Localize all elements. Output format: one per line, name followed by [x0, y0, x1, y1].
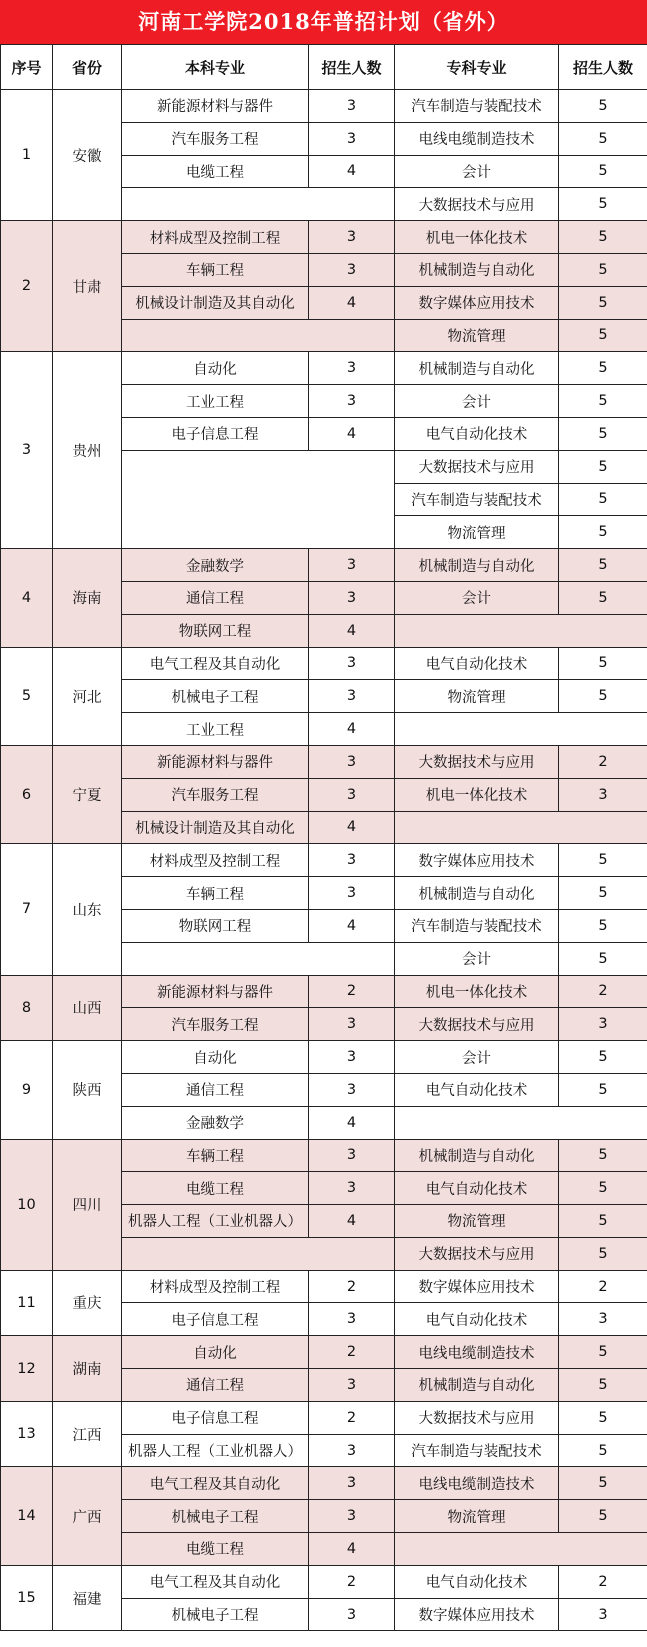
undergrad-major: 通信工程 — [122, 581, 309, 614]
college-major: 电气自动化技术 — [395, 1172, 559, 1205]
undergrad-major: 机械电子工程 — [122, 1500, 309, 1533]
undergrad-count: 3 — [309, 1434, 395, 1467]
college-empty — [395, 811, 647, 844]
undergrad-major: 机械电子工程 — [122, 680, 309, 713]
province-name: 宁夏 — [53, 745, 122, 843]
province-name: 广西 — [53, 1467, 122, 1565]
row-number: 3 — [1, 352, 53, 549]
college-count: 5 — [559, 253, 647, 286]
college-major: 大数据技术与应用 — [395, 745, 559, 778]
undergrad-count: 3 — [309, 1139, 395, 1172]
undergrad-count: 3 — [309, 1467, 395, 1500]
row-number: 7 — [1, 844, 53, 975]
undergrad-major: 工业工程 — [122, 713, 309, 746]
header-row — [1, 45, 647, 90]
row-number: 12 — [1, 1336, 53, 1402]
undergrad-major: 机器人工程（工业机器人） — [122, 1434, 309, 1467]
college-major: 机械制造与自动化 — [395, 1369, 559, 1402]
college-major: 会计 — [395, 155, 559, 188]
undergrad-major: 新能源材料与器件 — [122, 90, 309, 123]
header-province: 省份 — [53, 45, 122, 90]
undergrad-count: 2 — [309, 975, 395, 1008]
undergrad-count: 3 — [309, 1303, 395, 1336]
undergrad-empty — [122, 450, 395, 548]
college-count: 5 — [559, 1237, 647, 1270]
college-count: 2 — [559, 1565, 647, 1598]
undergrad-major: 电缆工程 — [122, 1172, 309, 1205]
college-empty — [395, 713, 647, 746]
college-count: 5 — [559, 1073, 647, 1106]
row-number: 2 — [1, 221, 53, 352]
undergrad-count: 3 — [309, 1500, 395, 1533]
province-name: 重庆 — [53, 1270, 122, 1336]
undergrad-count: 3 — [309, 90, 395, 123]
table-row — [1, 975, 647, 1008]
college-empty — [395, 614, 647, 647]
college-count: 5 — [559, 1041, 647, 1074]
undergrad-major: 电缆工程 — [122, 155, 309, 188]
college-major: 机械制造与自动化 — [395, 253, 559, 286]
college-major: 电气自动化技术 — [395, 1073, 559, 1106]
undergrad-count: 3 — [309, 221, 395, 254]
table-row — [1, 745, 647, 778]
undergrad-major: 物联网工程 — [122, 614, 309, 647]
row-number: 1 — [1, 90, 53, 221]
undergrad-empty — [122, 1237, 395, 1270]
college-count: 5 — [559, 909, 647, 942]
college-count: 5 — [559, 1139, 647, 1172]
college-major: 电线电缆制造技术 — [395, 122, 559, 155]
undergrad-major: 金融数学 — [122, 549, 309, 582]
undergrad-major: 电子信息工程 — [122, 417, 309, 450]
college-major: 电气自动化技术 — [395, 647, 559, 680]
college-count: 5 — [559, 450, 647, 483]
college-count: 5 — [559, 1500, 647, 1533]
undergrad-major: 车辆工程 — [122, 1139, 309, 1172]
college-count: 5 — [559, 1205, 647, 1238]
row-number: 5 — [1, 647, 53, 745]
college-major: 物流管理 — [395, 680, 559, 713]
undergrad-major: 机械电子工程 — [122, 1598, 309, 1631]
college-count: 5 — [559, 844, 647, 877]
undergrad-count: 3 — [309, 877, 395, 910]
province-name: 福建 — [53, 1565, 122, 1631]
undergrad-empty — [122, 942, 395, 975]
college-count: 5 — [559, 352, 647, 385]
college-count: 5 — [559, 319, 647, 352]
college-count: 5 — [559, 286, 647, 319]
college-major: 大数据技术与应用 — [395, 1008, 559, 1041]
college-major: 汽车制造与装配技术 — [395, 909, 559, 942]
row-number: 6 — [1, 745, 53, 843]
undergrad-empty — [122, 188, 395, 221]
table-row — [1, 1565, 647, 1598]
college-count: 2 — [559, 1270, 647, 1303]
college-major: 物流管理 — [395, 1205, 559, 1238]
college-major: 数字媒体应用技术 — [395, 844, 559, 877]
college-count: 5 — [559, 417, 647, 450]
table-row — [1, 352, 647, 385]
undergrad-major: 机械设计制造及其自动化 — [122, 811, 309, 844]
table-row — [1, 1401, 647, 1434]
undergrad-major: 电缆工程 — [122, 1533, 309, 1566]
row-number: 14 — [1, 1467, 53, 1565]
college-major: 物流管理 — [395, 516, 559, 549]
undergrad-major: 电气工程及其自动化 — [122, 647, 309, 680]
undergrad-major: 自动化 — [122, 352, 309, 385]
table-row — [1, 549, 647, 582]
table-body — [1, 90, 647, 1631]
college-count: 5 — [559, 90, 647, 123]
undergrad-count: 3 — [309, 581, 395, 614]
undergrad-count: 4 — [309, 811, 395, 844]
college-count: 5 — [559, 1336, 647, 1369]
undergrad-major: 金融数学 — [122, 1106, 309, 1139]
college-major: 会计 — [395, 385, 559, 418]
college-major: 会计 — [395, 942, 559, 975]
college-count: 5 — [559, 1467, 647, 1500]
college-major: 会计 — [395, 581, 559, 614]
row-number: 11 — [1, 1270, 53, 1336]
undergrad-major: 自动化 — [122, 1041, 309, 1074]
table-row — [1, 1139, 647, 1172]
college-count: 5 — [559, 385, 647, 418]
undergrad-major: 车辆工程 — [122, 253, 309, 286]
province-name: 陕西 — [53, 1041, 122, 1139]
college-major: 数字媒体应用技术 — [395, 1270, 559, 1303]
page-title: 河南工学院2018年普招计划（省外） — [0, 0, 647, 44]
province-name: 甘肃 — [53, 221, 122, 352]
college-count: 5 — [559, 155, 647, 188]
college-major: 机电一体化技术 — [395, 221, 559, 254]
college-count: 5 — [559, 1172, 647, 1205]
undergrad-count: 4 — [309, 155, 395, 188]
enrollment-table — [0, 44, 647, 1631]
college-major: 大数据技术与应用 — [395, 188, 559, 221]
undergrad-major: 通信工程 — [122, 1073, 309, 1106]
undergrad-count: 3 — [309, 253, 395, 286]
province-name: 山东 — [53, 844, 122, 975]
undergrad-major: 汽车服务工程 — [122, 122, 309, 155]
college-major: 大数据技术与应用 — [395, 1401, 559, 1434]
college-major: 大数据技术与应用 — [395, 450, 559, 483]
undergrad-count: 2 — [309, 1401, 395, 1434]
undergrad-major: 车辆工程 — [122, 877, 309, 910]
undergrad-major: 电子信息工程 — [122, 1401, 309, 1434]
undergrad-count: 3 — [309, 549, 395, 582]
college-count: 3 — [559, 1008, 647, 1041]
province-name: 贵州 — [53, 352, 122, 549]
undergrad-count: 2 — [309, 1270, 395, 1303]
college-count: 2 — [559, 975, 647, 1008]
undergrad-count: 3 — [309, 778, 395, 811]
college-major: 数字媒体应用技术 — [395, 286, 559, 319]
province-name: 安徽 — [53, 90, 122, 221]
row-number: 4 — [1, 549, 53, 647]
college-major: 会计 — [395, 1041, 559, 1074]
undergrad-major: 物联网工程 — [122, 909, 309, 942]
table-row — [1, 221, 647, 254]
college-count: 5 — [559, 516, 647, 549]
undergrad-count: 3 — [309, 647, 395, 680]
college-major: 电气自动化技术 — [395, 1565, 559, 1598]
college-count: 5 — [559, 942, 647, 975]
college-count: 5 — [559, 1369, 647, 1402]
undergrad-major: 工业工程 — [122, 385, 309, 418]
undergrad-count: 2 — [309, 1565, 395, 1598]
row-number: 15 — [1, 1565, 53, 1631]
row-number: 9 — [1, 1041, 53, 1139]
row-number: 10 — [1, 1139, 53, 1270]
college-major: 数字媒体应用技术 — [395, 1598, 559, 1631]
header-undergrad-major: 本科专业 — [122, 45, 309, 90]
college-major: 机电一体化技术 — [395, 778, 559, 811]
undergrad-count: 4 — [309, 1106, 395, 1139]
undergrad-count: 3 — [309, 352, 395, 385]
college-major: 汽车制造与装配技术 — [395, 1434, 559, 1467]
undergrad-count: 3 — [309, 385, 395, 418]
college-count: 2 — [559, 745, 647, 778]
college-major: 机电一体化技术 — [395, 975, 559, 1008]
college-count: 5 — [559, 647, 647, 680]
province-name: 海南 — [53, 549, 122, 647]
undergrad-major: 材料成型及控制工程 — [122, 1270, 309, 1303]
undergrad-empty — [122, 319, 395, 352]
college-count: 3 — [559, 1303, 647, 1336]
college-count: 5 — [559, 188, 647, 221]
college-major: 机械制造与自动化 — [395, 352, 559, 385]
college-major: 物流管理 — [395, 319, 559, 352]
college-count: 3 — [559, 778, 647, 811]
college-major: 大数据技术与应用 — [395, 1237, 559, 1270]
undergrad-major: 电气工程及其自动化 — [122, 1565, 309, 1598]
row-number: 8 — [1, 975, 53, 1041]
college-count: 5 — [559, 581, 647, 614]
undergrad-count: 4 — [309, 1533, 395, 1566]
undergrad-major: 机器人工程（工业机器人） — [122, 1205, 309, 1238]
table-row — [1, 1041, 647, 1074]
college-count: 5 — [559, 221, 647, 254]
college-count: 5 — [559, 1434, 647, 1467]
undergrad-count: 4 — [309, 713, 395, 746]
undergrad-major: 电气工程及其自动化 — [122, 1467, 309, 1500]
table-row — [1, 1270, 647, 1303]
undergrad-count: 3 — [309, 122, 395, 155]
table-row — [1, 844, 647, 877]
row-number: 13 — [1, 1401, 53, 1467]
college-count: 5 — [559, 483, 647, 516]
college-major: 汽车制造与装配技术 — [395, 90, 559, 123]
province-name: 山西 — [53, 975, 122, 1041]
college-count: 5 — [559, 549, 647, 582]
header-no: 序号 — [1, 45, 53, 90]
undergrad-count: 3 — [309, 844, 395, 877]
undergrad-count: 4 — [309, 909, 395, 942]
college-major: 电气自动化技术 — [395, 417, 559, 450]
college-count: 5 — [559, 1401, 647, 1434]
undergrad-major: 通信工程 — [122, 1369, 309, 1402]
undergrad-major: 汽车服务工程 — [122, 778, 309, 811]
college-major: 电线电缆制造技术 — [395, 1467, 559, 1500]
header-college-count: 招生人数 — [559, 45, 647, 90]
undergrad-major: 新能源材料与器件 — [122, 745, 309, 778]
college-major: 机械制造与自动化 — [395, 877, 559, 910]
undergrad-count: 3 — [309, 680, 395, 713]
college-major: 机械制造与自动化 — [395, 1139, 559, 1172]
college-count: 5 — [559, 122, 647, 155]
undergrad-major: 自动化 — [122, 1336, 309, 1369]
undergrad-count: 3 — [309, 1008, 395, 1041]
undergrad-count: 3 — [309, 1598, 395, 1631]
undergrad-count: 3 — [309, 1073, 395, 1106]
undergrad-count: 4 — [309, 286, 395, 319]
undergrad-count: 4 — [309, 1205, 395, 1238]
undergrad-major: 机械设计制造及其自动化 — [122, 286, 309, 319]
college-count: 5 — [559, 877, 647, 910]
province-name: 湖南 — [53, 1336, 122, 1402]
undergrad-major: 材料成型及控制工程 — [122, 844, 309, 877]
undergrad-major: 汽车服务工程 — [122, 1008, 309, 1041]
college-count: 3 — [559, 1598, 647, 1631]
undergrad-major: 新能源材料与器件 — [122, 975, 309, 1008]
college-major: 物流管理 — [395, 1500, 559, 1533]
undergrad-count: 3 — [309, 1369, 395, 1402]
undergrad-count: 3 — [309, 1172, 395, 1205]
province-name: 江西 — [53, 1401, 122, 1467]
header-undergrad-count: 招生人数 — [309, 45, 395, 90]
undergrad-count: 3 — [309, 745, 395, 778]
province-name: 河北 — [53, 647, 122, 745]
undergrad-count: 3 — [309, 1041, 395, 1074]
undergrad-major: 电子信息工程 — [122, 1303, 309, 1336]
college-count: 5 — [559, 680, 647, 713]
table-row — [1, 1467, 647, 1500]
college-major: 电气自动化技术 — [395, 1303, 559, 1336]
header-college-major: 专科专业 — [395, 45, 559, 90]
table-row — [1, 1336, 647, 1369]
table-row — [1, 647, 647, 680]
college-empty — [395, 1533, 647, 1566]
college-major: 电线电缆制造技术 — [395, 1336, 559, 1369]
college-empty — [395, 1106, 647, 1139]
table-row — [1, 90, 647, 123]
college-major: 机械制造与自动化 — [395, 549, 559, 582]
college-major: 汽车制造与装配技术 — [395, 483, 559, 516]
undergrad-count: 4 — [309, 614, 395, 647]
undergrad-count: 4 — [309, 417, 395, 450]
province-name: 四川 — [53, 1139, 122, 1270]
undergrad-count: 2 — [309, 1336, 395, 1369]
undergrad-major: 材料成型及控制工程 — [122, 221, 309, 254]
